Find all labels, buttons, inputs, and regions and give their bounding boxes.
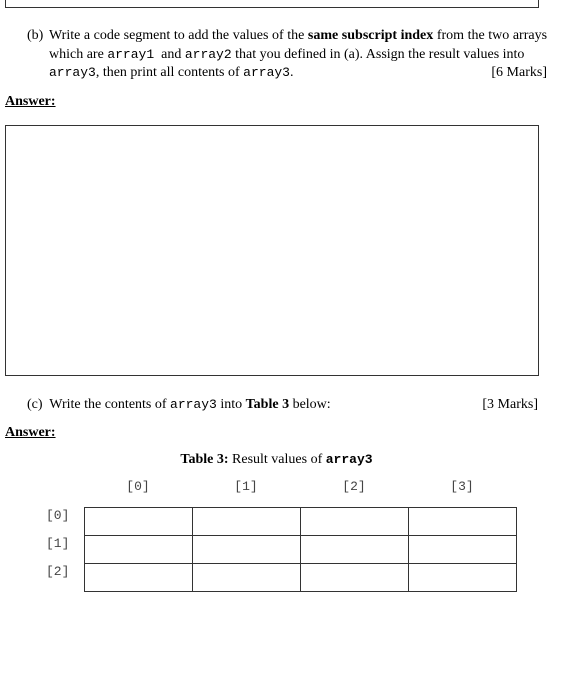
table-cell[interactable] (85, 564, 193, 592)
question-b-text (49, 27, 547, 83)
table-row (85, 564, 517, 592)
question-b-code-array1: array1 (107, 46, 155, 62)
result-table (84, 507, 517, 592)
table-caption-bold: Table 3: (180, 452, 229, 467)
question-b-bold1: same subscript index (307, 28, 434, 43)
question-c-part1: Write the contents of (49, 397, 167, 412)
column-header-0: [0] (126, 479, 150, 494)
question-b-part3: and (161, 46, 182, 62)
question-b-marks: [6 Marks] (491, 65, 547, 80)
question-c-marks: [3 Marks] (482, 397, 538, 412)
table-cell[interactable] (409, 564, 517, 592)
table-cell[interactable] (409, 508, 517, 536)
table-caption (0, 452, 571, 468)
row-header-0: [0] (46, 508, 70, 523)
table-cell[interactable] (301, 508, 409, 536)
question-b-part4: that you defined in (a). Assign the result values into (235, 46, 525, 62)
question-c-code-array3: array3 (170, 397, 217, 412)
answer-box-b[interactable] (5, 125, 539, 376)
question-b-part1: Write a code segment to add the values of the (49, 28, 305, 43)
table-cell[interactable] (301, 536, 409, 564)
question-c-part2: into (220, 397, 243, 412)
table-cell[interactable] (193, 536, 301, 564)
question-c-bold1: Table 3 (245, 397, 290, 412)
table-cell[interactable] (301, 564, 409, 592)
question-b-code-array2: array2 (184, 46, 232, 62)
table-row (85, 536, 517, 564)
question-c-text (27, 396, 331, 414)
table-caption-text: Result values of (232, 452, 323, 467)
table-cell[interactable] (193, 508, 301, 536)
question-b-code-array3-2: array3 (243, 65, 290, 80)
table-row (85, 508, 517, 536)
question-c (27, 396, 538, 414)
table-caption-code: array3 (325, 452, 373, 467)
table-cell[interactable] (193, 564, 301, 592)
column-header-1: [1] (234, 479, 258, 494)
previous-answer-box (5, 0, 539, 8)
table-cell[interactable] (85, 508, 193, 536)
question-b-part5: , then print all contents of (95, 65, 240, 80)
question-b-part2: from the two arrays which are (49, 28, 548, 62)
row-header-1: [1] (46, 536, 70, 551)
question-c-part3: below: (292, 397, 331, 412)
question-b-label: (b) (27, 28, 44, 43)
column-header-3: [3] (450, 479, 474, 494)
table-cell[interactable] (85, 536, 193, 564)
answer-label-c: Answer: (5, 425, 56, 440)
question-b-code-array3: array3 (49, 65, 96, 80)
question-b-part6: . (289, 65, 294, 80)
row-header-2: [2] (46, 564, 70, 579)
question-b (27, 27, 547, 83)
answer-label-b: Answer: (5, 94, 56, 109)
question-b-last-line (49, 64, 547, 83)
question-c-label: (c) (27, 397, 43, 412)
table-cell[interactable] (409, 536, 517, 564)
column-header-2: [2] (342, 479, 366, 494)
